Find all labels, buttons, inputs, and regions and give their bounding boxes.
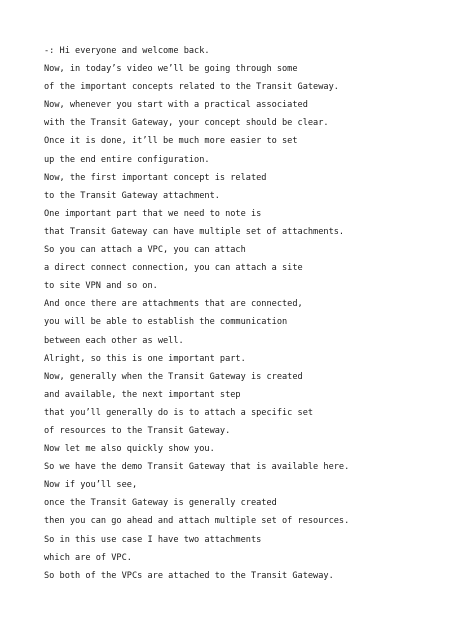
transcript-line: Once it is done, it’ll be much more easier to set (44, 136, 298, 147)
transcript-line: once the Transit Gateway is generally created (44, 498, 277, 509)
transcript-line: One important part that we need to note is (44, 208, 262, 219)
transcript-line: Now, the first important concept is related (44, 172, 267, 183)
transcript-line: with the Transit Gateway, your concept should be clear. (44, 118, 329, 129)
transcript-line: to the Transit Gateway attachment. (44, 190, 220, 201)
transcript-line: up the end entire configuration. (44, 154, 210, 165)
transcript-line: So both of the VPCs are attached to the Transit Gateway. (44, 570, 334, 581)
transcript-line: Now if you’ll see, (44, 480, 138, 491)
transcript-line: And once there are attachments that are connected, (44, 299, 303, 310)
transcript-line: So we have the demo Transit Gateway that is available here. (44, 462, 350, 473)
transcript-line: -: Hi everyone and welcome back. (44, 46, 210, 56)
transcript-line: Now, whenever you start with a practical associated (44, 100, 308, 111)
transcript-line: Now, generally when the Transit Gateway is created (44, 371, 303, 382)
transcript-line: to site VPN and so on. (44, 281, 158, 292)
transcript-line: a direct connect connection, you can attach a site (44, 263, 303, 274)
transcript-line: Alright, so this is one important part. (44, 353, 246, 364)
transcript-line: that you’ll generally do is to attach a specific set (44, 407, 314, 418)
transcript-line: So you can attach a VPC, you can attach (44, 245, 246, 256)
transcript-line: Now let me also quickly show you. (44, 444, 215, 455)
transcript-line: So in this use case I have two attachments (44, 534, 262, 545)
transcript-line: of resources to the Transit Gateway. (44, 425, 231, 436)
transcript-line: you will be able to establish the communication (44, 317, 288, 328)
transcript-line: of the important concepts related to the Transit Gateway. (44, 82, 339, 93)
transcript-line: Now, in today’s video we’ll be going through some (44, 64, 298, 75)
transcript-line: that Transit Gateway can have multiple set of attachments. (44, 226, 345, 237)
transcript-line: and available, the next important step (44, 389, 241, 400)
transcript-line: then you can go ahead and attach multiple set of resources. (44, 516, 350, 527)
transcript-line: which are of VPC. (44, 552, 132, 563)
transcript-line: between each other as well. (44, 335, 184, 346)
transcript-lines (44, 42, 349, 585)
